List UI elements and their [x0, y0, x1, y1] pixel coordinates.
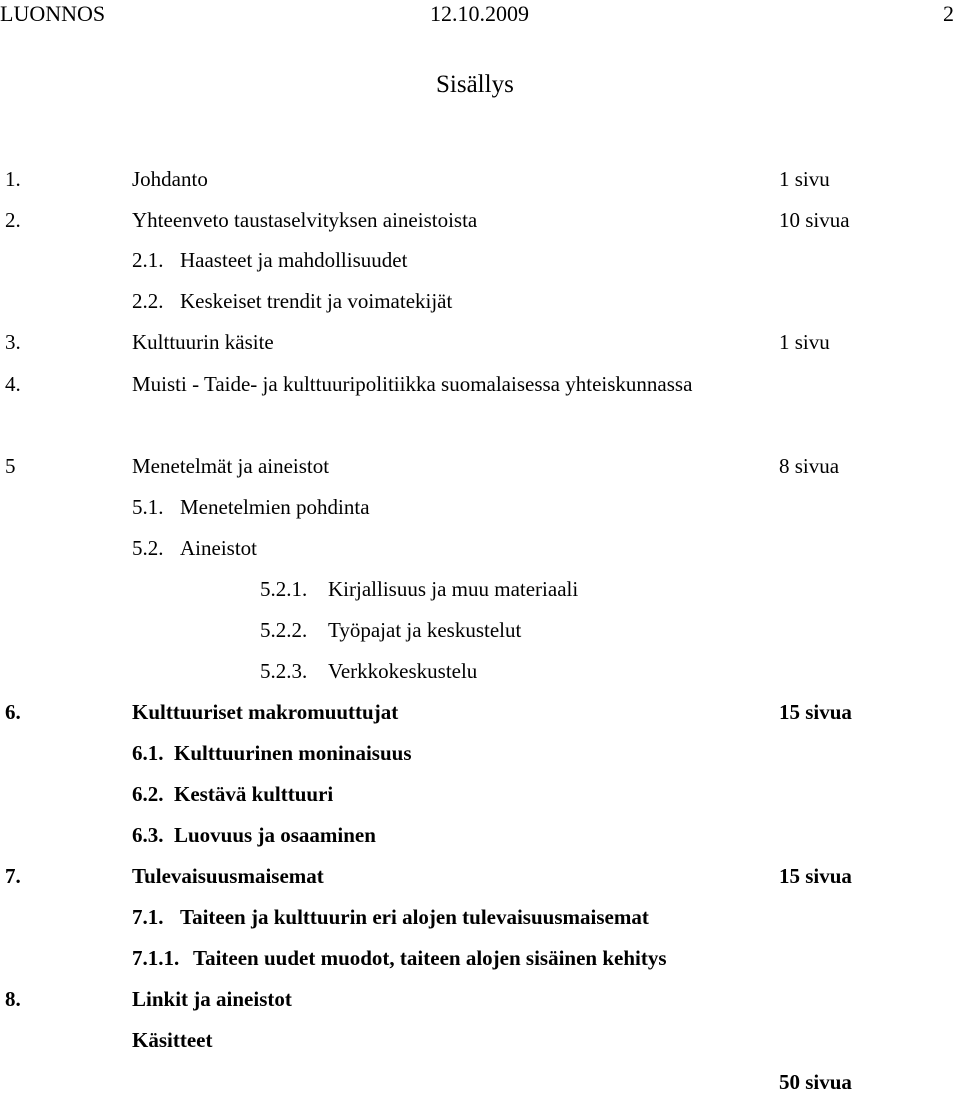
toc-label: Menetelmien pohdinta — [180, 495, 370, 519]
toc-label: Johdanto — [132, 167, 208, 191]
toc-number: 5.2.1. — [260, 577, 308, 601]
toc-entry-5 — [0, 452, 960, 480]
toc-label: Kulttuurin käsite — [132, 330, 274, 354]
toc-label: Linkit ja aineistot — [132, 987, 292, 1011]
toc-pages: 50 sivua — [779, 1070, 852, 1094]
toc-entry-3 — [0, 328, 960, 356]
toc-label: Tulevaisuusmaisemat — [132, 864, 324, 888]
toc-pages: 10 sivua — [779, 208, 850, 232]
toc-entry-6-3 — [0, 821, 960, 849]
toc-label: Aineistot — [180, 536, 257, 560]
toc-pages: 8 sivua — [779, 454, 840, 478]
toc-entry-5-2-1 — [0, 575, 960, 603]
toc-number: 5.2. — [132, 536, 164, 560]
toc-label: Muisti - Taide- ja kulttuuripolitiikka suomalaisessa yhteiskunnassa — [132, 372, 693, 396]
toc-entry-5-2 — [0, 534, 960, 562]
toc-entry-5-1 — [0, 493, 960, 521]
toc-pages: 15 sivua — [779, 700, 852, 724]
toc-label: Kirjallisuus ja muu materiaali — [328, 577, 579, 601]
toc-number: 3. — [5, 330, 21, 354]
toc-number: 4. — [5, 372, 21, 396]
toc-number: 5.1. — [132, 495, 164, 519]
page-number: 2 — [943, 1, 954, 26]
toc-entry-total — [0, 1068, 960, 1096]
toc-number: 7.1.1. — [132, 946, 180, 970]
toc-number: 1. — [5, 167, 21, 191]
toc-label: Yhteenveto taustaselvityksen aineistoista — [132, 208, 478, 232]
toc-pages: 15 sivua — [779, 864, 852, 888]
toc-number: 2.2. — [132, 289, 164, 313]
toc-entry-7-1 — [0, 903, 960, 931]
toc-label: Taiteen ja kulttuurin eri alojen tulevaisuusmaisemat — [180, 905, 649, 929]
toc-label: Kestävä kulttuuri — [174, 782, 334, 806]
toc-title: Sisällys — [436, 71, 514, 98]
toc-number: 5.2.2. — [260, 618, 308, 642]
toc-label: Kulttuurinen moninaisuus — [174, 741, 412, 765]
header-date: 12.10.2009 — [430, 1, 529, 26]
toc-entry-6-2 — [0, 780, 960, 808]
toc-number: 7.1. — [132, 905, 164, 929]
toc-number: 6.3. — [132, 823, 164, 847]
toc-entry-2 — [0, 206, 960, 234]
toc-number: 5 — [5, 454, 16, 478]
toc-number: 2.1. — [132, 248, 164, 272]
toc-entry-glossary — [0, 1026, 960, 1054]
toc-entry-7-1-1 — [0, 944, 960, 972]
toc-number: 6.2. — [132, 782, 164, 806]
toc-entry-5-2-2 — [0, 616, 960, 644]
toc-label: Käsitteet — [132, 1028, 213, 1052]
toc-label: Haasteet ja mahdollisuudet — [180, 248, 408, 272]
toc-entry-5-2-3 — [0, 657, 960, 685]
toc-label: Työpajat ja keskustelut — [328, 618, 522, 642]
toc-entry-4 — [0, 370, 960, 398]
toc-pages: 1 sivu — [779, 330, 830, 354]
toc-label: Menetelmät ja aineistot — [132, 454, 330, 478]
toc-entry-6-1 — [0, 739, 960, 767]
toc-number: 6. — [5, 700, 21, 724]
toc-label: Kulttuuriset makromuuttujat — [132, 700, 399, 724]
toc-entry-1 — [0, 165, 960, 193]
toc-number: 6.1. — [132, 741, 164, 765]
toc-entry-6 — [0, 698, 960, 726]
toc-label: Luovuus ja osaaminen — [174, 823, 376, 847]
toc-label: Taiteen uudet muodot, taiteen alojen sisäinen kehitys — [193, 946, 667, 970]
toc-label: Verkkokeskustelu — [328, 659, 478, 683]
toc-pages: 1 sivu — [779, 167, 830, 191]
toc-label: Keskeiset trendit ja voimatekijät — [180, 289, 453, 313]
draft-label: LUONNOS — [0, 1, 106, 26]
toc-number: 5.2.3. — [260, 659, 308, 683]
toc-number: 8. — [5, 987, 21, 1011]
toc-entry-7 — [0, 862, 960, 890]
toc-entry-2-2 — [0, 287, 960, 315]
toc-number: 7. — [5, 864, 21, 888]
toc-number: 2. — [5, 208, 21, 232]
toc-entry-8 — [0, 985, 960, 1013]
toc-entry-2-1 — [0, 246, 960, 274]
